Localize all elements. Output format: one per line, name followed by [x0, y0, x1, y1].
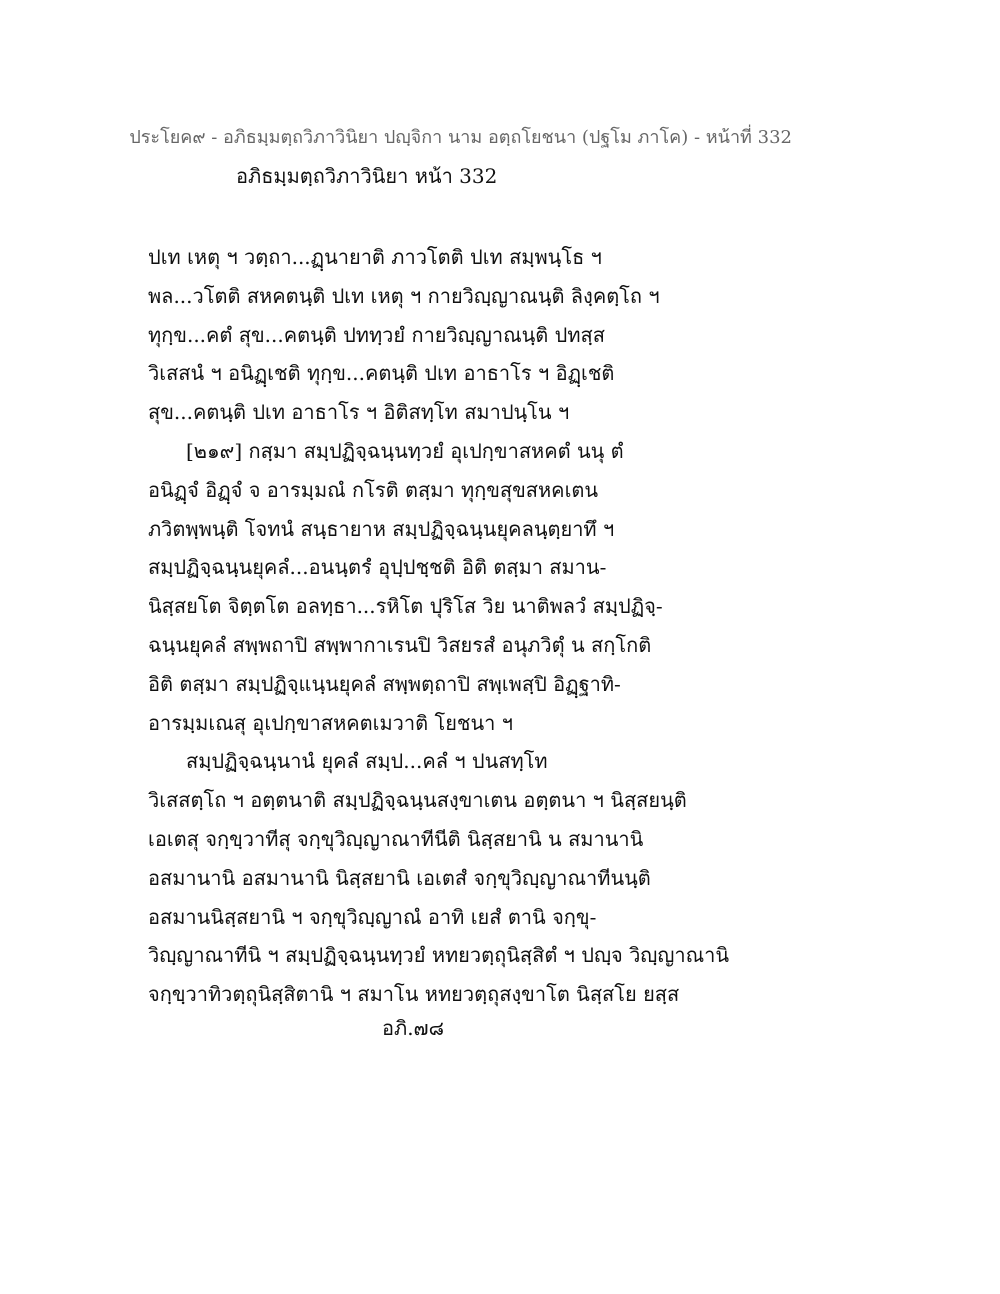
text-line: วิเสสนํ ฯ อนิฏฺเชติ ทุกฺข...คตนฺติ ปเท อาธาโร ฯ อิฏฺเชติ [148, 361, 615, 386]
text-line: เอเตสุ จกฺขฺวาทีสุ จกฺขุวิญฺญาณาทีนีติ นิสฺสยานิ น สมานานิ [148, 826, 644, 851]
text-line: อิติ ตสฺมา สมฺปฏิจฺแนฺนยุคลํ สพฺพตฺถาปิ สพฺเพสฺปิ อิฏฺฐาทิ- [148, 671, 621, 696]
text-line: ฉนฺนยุคลํ สพฺพถาปิ สพฺพากาเรนปิ วิสยรสํ อนุภวิตุํ น สกฺโกติ [148, 632, 652, 657]
text-line: อารมฺมเณสุ อุเปกฺขาสหคตเมวาติ โยชนา ฯ [148, 710, 513, 735]
page-subtitle: อภิธมฺมตฺถวิภาวินิยา หน้า 332 [236, 164, 498, 188]
text-line: สุข...คตนฺติ ปเท อาธาโร ฯ อิติสทฺโท สมาปนฺโน ฯ [148, 400, 570, 425]
text-line: จกฺขฺวาทิวตฺถุนิสฺสิตานิ ฯ สมาโน หทยวตฺถุสงฺขาโต นิสฺสโย ยสฺส [148, 982, 680, 1007]
running-title: ประโยค๙ - อภิธมฺมตฺถวิภาวินิยา ปญฺจิกา นาม อตฺถโยชนา (ปฐโม ภาโค) - หน้าที่ 332 [129, 127, 792, 148]
text-line: สมฺปฏิจฺฉนฺนยุคลํ...อนนฺตรํ อุปฺปชฺชติ อิติ ตสฺมา สมาน- [148, 555, 607, 580]
text-line: อสมานนิสฺสยานิ ฯ จกฺขุวิญฺญาณํ อาทิ เยสํ ตานิ จกฺขุ- [148, 904, 597, 929]
text-line: สมฺปฏิจฺฉนฺนานํ ยุคลํ สมฺป...คลํ ฯ ปนสทฺโท [186, 749, 548, 774]
text-line: ภวิตพฺพนฺติ โจทนํ สนฺธายาห สมฺปฏิจฺฉนฺนยุคลนฺตฺยาทึ ฯ [148, 516, 615, 541]
text-line: [๒๑๙] กสฺมา สมฺปฏิจฺฉนฺนทฺวยํ อุเปกฺขาสหคตํ นนุ ตํ [186, 438, 624, 463]
text-line: ปเท เหตุ ฯ วตฺถา...ฏฺนายาติ ภาวโตติ ปเท สมฺพนฺโธ ฯ [148, 245, 602, 269]
text-line: อนิฏฺจํ อิฏฺจํ จ อารมฺมณํ กโรติ ตสฺมา ทุกฺขสุขสหคเตน [148, 477, 599, 502]
text-line: ทุกฺข...คตํ สุข...คตนฺติ ปททฺวยํ กายวิญฺญาณนฺติ ปทสฺส [148, 322, 605, 347]
text-line: วิเสสตฺโถ ฯ อตฺตนาติ สมฺปฏิจฺฉนฺนสงฺขาเตน อตฺตนา ฯ นิสฺสยนฺติ [148, 788, 687, 813]
page-marker: อภิ.๗๘ [382, 1016, 445, 1040]
body-text [148, 238, 868, 1014]
text-line: พล...วโตติ สหคตนฺติ ปเท เหตุ ฯ กายวิญฺญาณนฺติ ลิงฺคตฺโถ ฯ [148, 283, 660, 308]
text-line: นิสฺสยโต จิตฺตโต อลทฺธา...รหิโต ปุริโส วิย นาติพลวํ สมฺปฏิจฺ- [148, 594, 663, 619]
text-line: อสมานานิ อสมานานิ นิสฺสยานิ เอเตสํ จกฺขุวิญฺญาณาทีนนฺติ [148, 865, 651, 890]
text-line: วิญฺญาณาทีนิ ฯ สมฺปฏิจฺฉนฺนทฺวยํ หทยวตฺถุนิสฺสิตํ ฯ ปญฺจ วิญฺญาณานิ [148, 943, 730, 968]
